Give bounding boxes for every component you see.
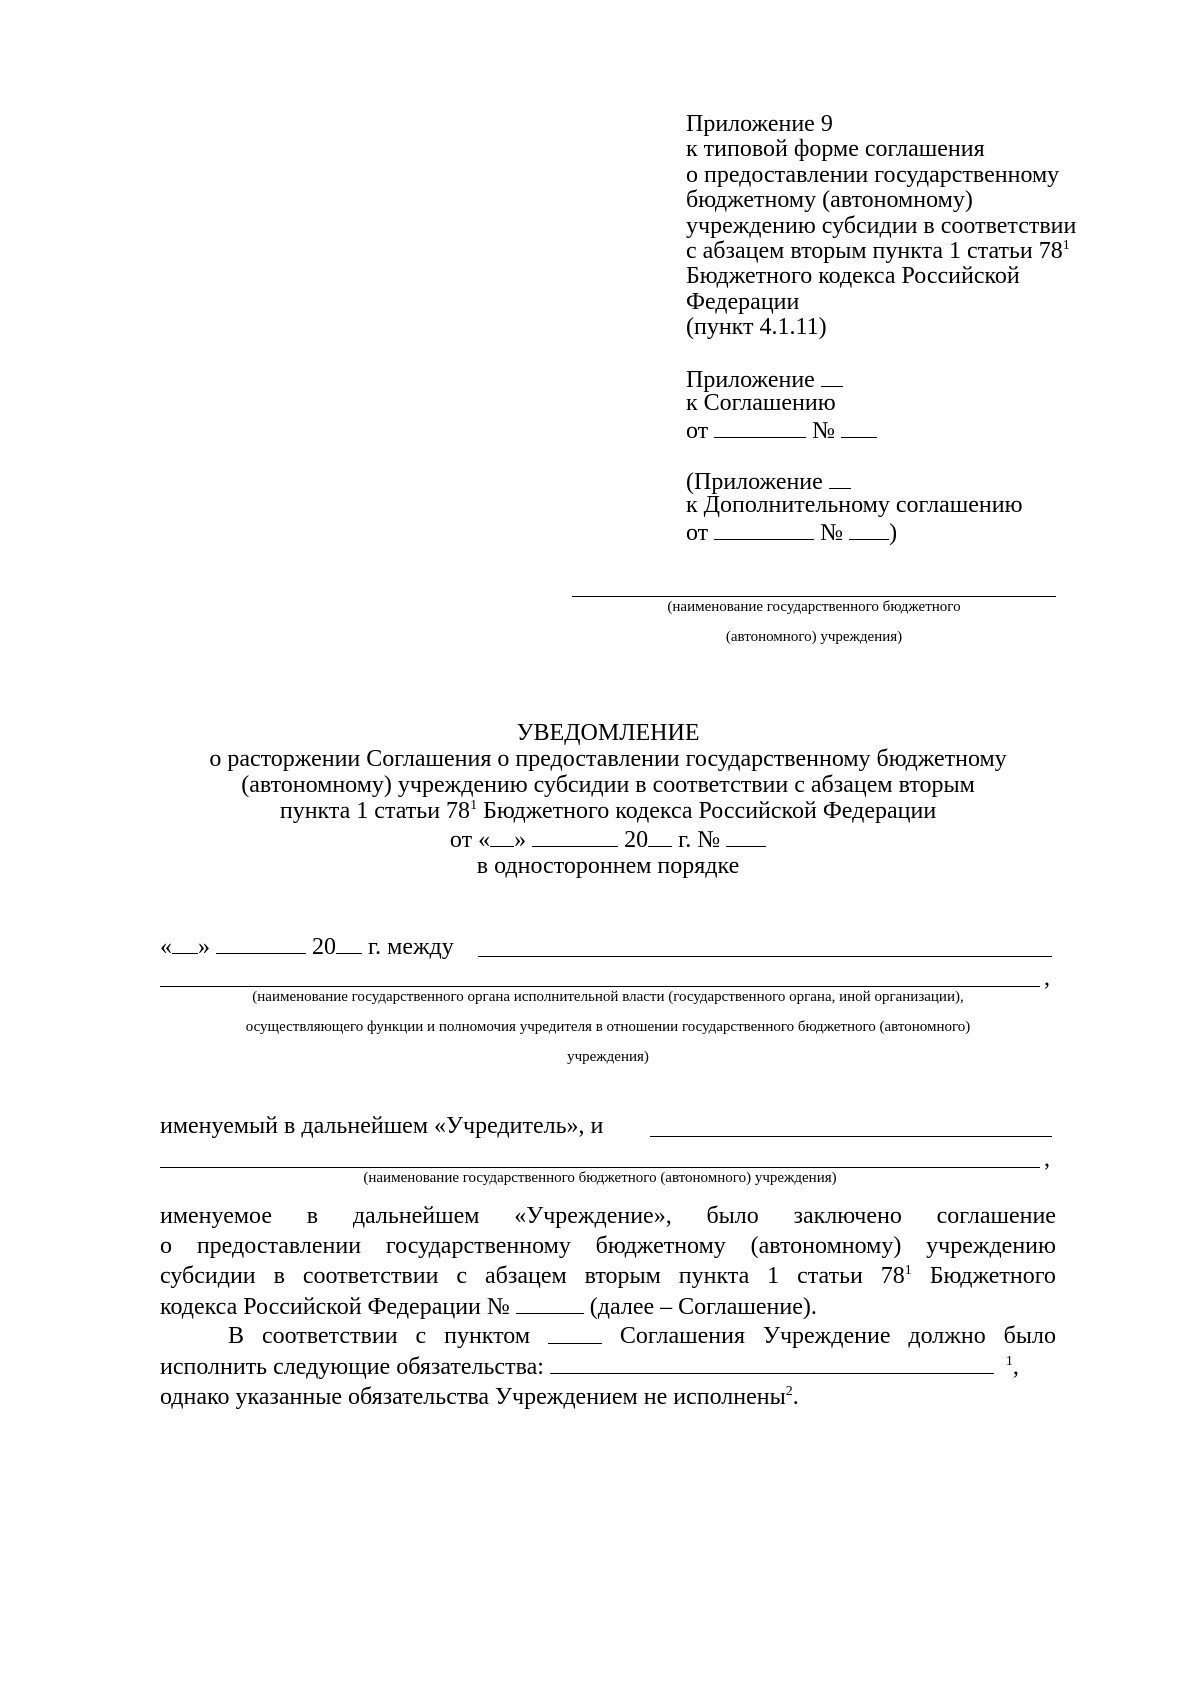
number-sign: № [820,520,844,546]
word: соответствии [302,1263,439,1289]
blank-month-field[interactable] [216,931,306,954]
appendix-line: о предоставлении государственному [686,162,1060,188]
blank-number-field[interactable] [726,824,766,847]
word: абзацем [484,1263,567,1289]
superscript: 1 [470,798,478,813]
institution-caption: (наименование государственного бюджетного (автономного) учреждения) [363,1170,837,1186]
title-text: от « [449,827,491,853]
blank-date-field[interactable] [714,517,814,540]
agreement-ref-line [686,415,877,445]
body-line [160,1201,1056,1231]
word: субсидии [160,1263,256,1289]
comma: , [1044,965,1050,991]
word: пунктом [444,1323,531,1349]
body-text: однако указанные обязательства Учреждением не исполнены [160,1384,786,1410]
body-text: исполнить следующие обязательства: [160,1354,544,1380]
title-text: г. № [678,827,721,853]
period: . [792,1384,799,1410]
word: в [306,1203,319,1229]
blank-agreement-number-field[interactable] [516,1291,584,1314]
word: вторым [584,1263,661,1289]
blank-obligations-field[interactable] [550,1351,994,1374]
word: учреждению [926,1233,1056,1259]
blank-date-field[interactable] [714,415,806,438]
parties-date-line [160,931,454,961]
word: В [228,1323,245,1349]
agreement-ref-line: к Соглашению [686,390,836,416]
word: дальнейшем [352,1203,480,1229]
blank-field[interactable] [821,364,843,387]
from-label: от [686,418,709,444]
blank-day-field[interactable] [172,931,198,954]
comma: , [1044,1146,1050,1172]
title-line: о расторжении Соглашения о предоставлении государственному бюджетному [209,746,1007,772]
founder-caption: (наименование государственного органа исполнительной власти (государственного органа, иной организации), [252,989,964,1005]
word: было [706,1203,759,1229]
appendix-line: Бюджетного кодекса Российской [686,263,1020,289]
superscript: 1 [1062,238,1070,253]
article-number: 78 [880,1263,905,1289]
agreement-ref-label: Приложение [686,367,815,393]
blank-day-field[interactable] [490,824,514,847]
word: статьи [797,1263,863,1289]
founder-name-field-cont[interactable] [160,986,1040,987]
blank-number-field[interactable] [849,517,889,540]
title-line: в одностороннем порядке [476,853,740,879]
word: с [456,1263,468,1289]
recipient-caption: (наименование государственного бюджетного [667,599,961,615]
body-line [160,1261,1056,1291]
blank-year-field[interactable] [336,931,362,954]
word: соответствии [261,1323,398,1349]
recipient-caption: (автономного) учреждения) [725,629,903,645]
page-title: УВЕДОМЛЕНИЕ [516,720,700,746]
title-line [100,798,1116,824]
word: Бюджетного [929,1263,1056,1289]
between-label: г. между [368,934,454,960]
appendix-line: бюджетному (автономному) [686,187,973,213]
title-line: (автономному) учреждению субсидии в соответствии с абзацем вторым [241,772,975,798]
appendix-line-text: с абзацем вторым пункта 1 статьи 78 [686,238,1063,264]
body-line [160,1291,1056,1322]
word: соглашение [936,1203,1056,1229]
institution-name-field[interactable] [650,1136,1052,1137]
word: Соглашения [619,1323,746,1349]
comma: , [1012,1354,1019,1380]
title-text: пункта 1 статьи 78 [279,798,471,824]
blank-year-field[interactable] [648,824,672,847]
title-date-line [100,824,1116,853]
title-text: » [514,827,527,853]
word: о [160,1233,172,1259]
founder-caption: учреждения) [567,1049,649,1065]
supplementary-ref-line: к Дополнительному соглашению [686,492,1023,518]
superscript: 2 [785,1384,793,1399]
body-text: кодекса Российской Федерации № [160,1294,510,1320]
appendix-line: Приложение 9 [686,111,833,137]
quote-open: « [160,934,172,960]
blank-month-field[interactable] [532,824,618,847]
word: (автономному) [750,1233,902,1259]
founder-named-label: именуемый в дальнейшем «Учредитель», и [160,1113,604,1139]
founder-caption: осуществляющего функции и полномочия учредителя в отношении государственного бюджетного (автономного) [245,1019,971,1035]
body-paragraph [160,1201,1056,1322]
appendix-line: Федерации [686,289,800,315]
supplementary-ref-label: (Приложение [686,469,823,495]
body-line [160,1382,1056,1412]
appendix-line [686,237,1070,265]
word: государственному [385,1233,571,1259]
year-prefix: 20 [312,934,336,960]
institution-name-field-cont[interactable] [160,1167,1040,1168]
word: должно [908,1323,986,1349]
appendix-line: к типовой форме соглашения [686,136,985,162]
blank-field[interactable] [829,466,851,489]
word: бюджетному [595,1233,726,1259]
superscript: 1 [904,1263,912,1278]
founder-name-field[interactable] [478,956,1052,957]
title-text: 20 [624,827,649,853]
appendix-line: учреждению субсидии в соответствии [686,213,1077,239]
from-label: от [686,520,709,546]
blank-clause-field[interactable] [548,1321,602,1344]
word [881,1261,912,1291]
word: с [415,1323,427,1349]
body-paragraph [160,1321,1056,1412]
word: заключено [793,1203,902,1229]
appendix-line: (пункт 4.1.11) [686,314,827,340]
word: именуемое [160,1203,272,1229]
word: «Учреждение», [514,1203,672,1229]
closing-paren: ) [889,520,898,546]
word: Учреждение [762,1323,891,1349]
word: было [1003,1323,1056,1349]
word: в [273,1263,285,1289]
body-line [160,1321,1056,1351]
superscript: 1 [1005,1354,1013,1369]
word: предоставлении [196,1233,362,1259]
title-text: Бюджетного кодекса Российской Федерации [477,798,937,824]
title-block [100,720,1116,879]
supplementary-ref-line [686,517,897,547]
quote-close: » [198,934,210,960]
word: пункта [678,1263,750,1289]
number-sign: № [812,418,836,444]
body-line [160,1351,1056,1382]
body-line [160,1231,1056,1261]
blank-number-field[interactable] [841,415,877,438]
recipient-name-field[interactable] [572,596,1056,597]
word: 1 [767,1263,780,1289]
body-text: (далее – Соглашение). [589,1294,817,1320]
